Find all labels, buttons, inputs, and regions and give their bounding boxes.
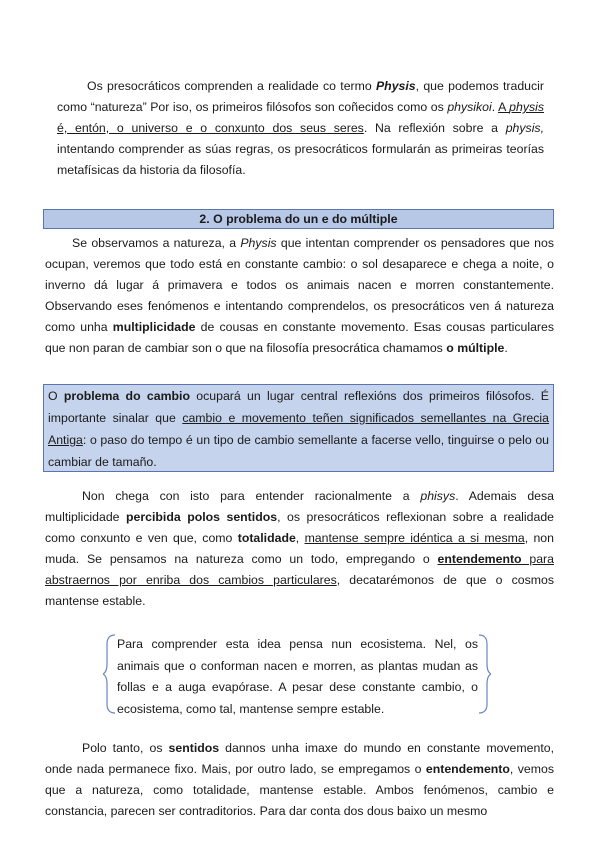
term-physis: Physis	[240, 236, 277, 250]
term-totalidade: totalidade	[237, 531, 296, 545]
intro-paragraph	[57, 76, 544, 181]
term-problema-cambio: problema do cambio	[63, 389, 190, 403]
term-percibida: percibida polos sentidos	[126, 510, 278, 524]
ecosystem-note	[103, 634, 491, 714]
intro-text-3: .	[491, 100, 499, 114]
right-brace	[479, 635, 491, 713]
underlined-mantense: mantense sempre idéntica a si mesma	[304, 531, 525, 545]
intro-text-1: Os presocráticos comprenden a realidade co termo	[87, 79, 376, 93]
nature-paragraph: Se observamos a natureza, a Physis que intentan comprender os pensadores que nos ocupan, veremos que todo está en constante cambio: o sol desaparece e chega a noite, o inverno dá lugar á primavera e todos os animais nacen e morren constantemente. Observando eses fenómenos e intentando comprendelos, os presocráticos ven á natureza como unha multiplicidade de cousas en constante movemento. Esas cousas particulares que non paran de cambiar son o que na filosofía presocrática chamamos o múltiple.	[45, 236, 555, 355]
intro-text-5: intentando comprender as súas regras, os presocráticos formularán as primeiras teorías metafísicas da historia da filosofía.	[57, 142, 544, 177]
intro-text-4: . Na reflexión sobre a	[363, 121, 506, 135]
term-sentidos: sentidos	[168, 741, 220, 755]
underlined-entendemento: entendemento para abstraernos por enriba dos cambios particulares	[45, 552, 554, 587]
callout-text: O problema do cambio ocupará un lugar central reflexións dos primeiros filósofos. É importante sinalar que cambio e movemento teñen significados semellantes na Grecia Antiga: o paso do tempo é un tipo de cambio semellante a facerse vello, tinguirse o pelo ou cambiar de tamaño.	[48, 389, 549, 469]
left-brace	[103, 635, 115, 713]
term-physis-italic: physis,	[505, 121, 544, 135]
callout-underlined: cambio e movemento teñen significados semellantes na Grecia Antiga	[48, 411, 549, 447]
term-physis: Physis	[375, 79, 416, 93]
understanding-paragraph: Non chega con isto para entender racionalmente a phisys. Ademais desa multiplicidade percibida polos sentidos, os presocráticos reflexionan sobre a realidade como conxunto e ven que, como totalidade, mantense sempre idéntica a si mesma, non muda. Se pensamos na natureza como un todo, empregando o entendemento para abstraernos por enriba dos cambios particulares, decatarémonos de que o cosmos mantense estable.	[45, 489, 554, 608]
term-multiple: o múltiple	[446, 341, 505, 355]
term-multiplicidade: multiplicidade	[112, 320, 196, 334]
intro-text-2: , que podemos traducir como “natureza” Por iso, os primeiros filósofos son coñecidos como os	[57, 79, 544, 114]
change-problem-callout	[43, 384, 554, 472]
physis-definition: A physis é, entón, o universo e o conxunto dos seus seres	[57, 100, 544, 135]
conclusion-paragraph: Polo tanto, os sentidos dannos unha imaxe do mundo en constante movemento, onde nada permanece fixo. Mais, por outro lado, se empregamos o entendemento, vemos que a natureza, como totalidade, mantense estable. Ambos fenómenos, cambio e constancia, parecen ser contraditorios. Para dar conta dos dous baixo un mesmo	[45, 741, 554, 818]
ecosystem-note-text: Para comprender esta idea pensa nun ecosistema. Nel, os animais que o conforman nacen e morren, as plantas mudan as follas e a auga evapórase. A pesar dese constante cambio, o ecosistema, como tal, mantense sempre estable.	[117, 637, 478, 716]
term-physikoi: physikoi	[447, 100, 492, 114]
section-heading: 2. O problema do un e do múltiple	[43, 209, 554, 229]
term-entendemento: entendemento	[425, 762, 510, 776]
term-phisys: phisys	[420, 489, 456, 503]
